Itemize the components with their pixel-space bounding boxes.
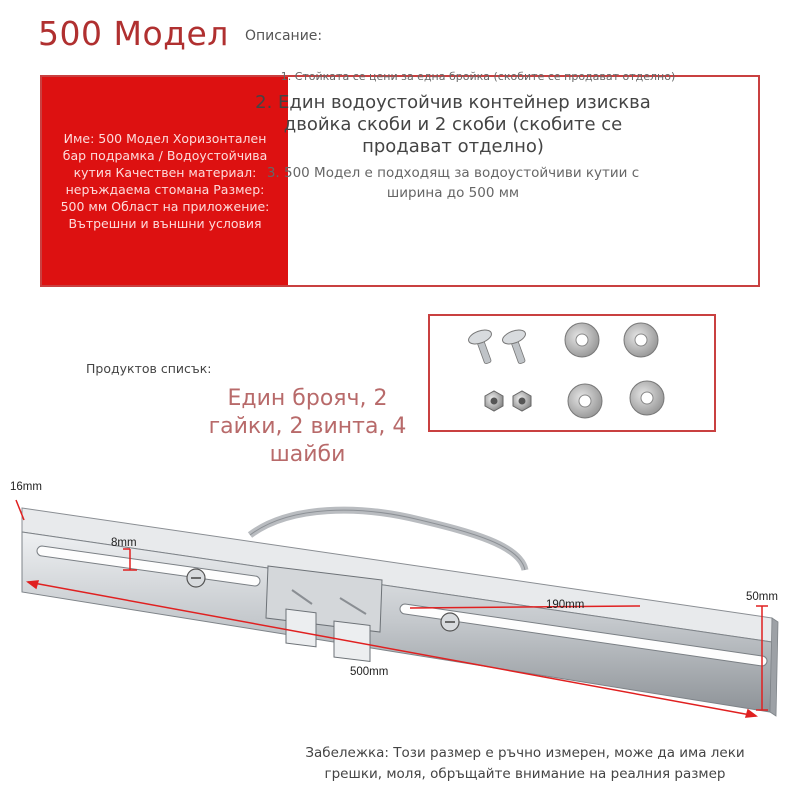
washer-icon [568, 384, 602, 418]
dimension-label-16mm: 16mm [10, 481, 42, 493]
washer-icon [624, 323, 658, 357]
specs-text: Име: 500 Модел Хоризонтален бар подрамка / Водоустойчива кутия Качествен материал: неръждаема стомана Размер: 500 мм Област на приложение: Вътрешни и външни условия [60, 131, 270, 231]
washer-icon [565, 323, 599, 357]
washer-icon [630, 381, 664, 415]
description-line-1: 1. Стойката се цени за една бройка (скобите се продават отделно) [280, 70, 676, 83]
bolt-icon [187, 569, 205, 587]
dimension-label-190mm: 190mm [546, 599, 585, 611]
bolt-icon [441, 613, 459, 631]
product-list-label: Продуктов списък: [86, 361, 212, 376]
nut-icon [485, 391, 503, 411]
nut-icon [513, 391, 531, 411]
screw-icon [501, 327, 528, 364]
description-heading: Описание: [245, 28, 323, 44]
product-title: 500 Модел [38, 14, 229, 53]
dimension-label-8mm: 8mm [111, 537, 137, 549]
description-line-3: 3. 500 Модел е подходящ за водоустойчиви кутии с ширина до 500 мм [266, 165, 640, 201]
screw-icon [467, 327, 494, 364]
dimension-label-500mm: 500mm [350, 666, 389, 678]
dimension-label-50mm: 50mm [746, 591, 778, 603]
measurement-note: Забележка: Този размер е ръчно измерен, може да има леки грешки, моля, обръщайте внимание на реалния размер [305, 745, 745, 782]
product-list-text: Един брояч, 2 гайки, 2 винта, 4 шайби [208, 386, 407, 467]
description-line-2: 2. Един водоустойчив контейнер изисква двойка скоби и 2 скоби (скобите се продават отделно) [255, 92, 651, 157]
